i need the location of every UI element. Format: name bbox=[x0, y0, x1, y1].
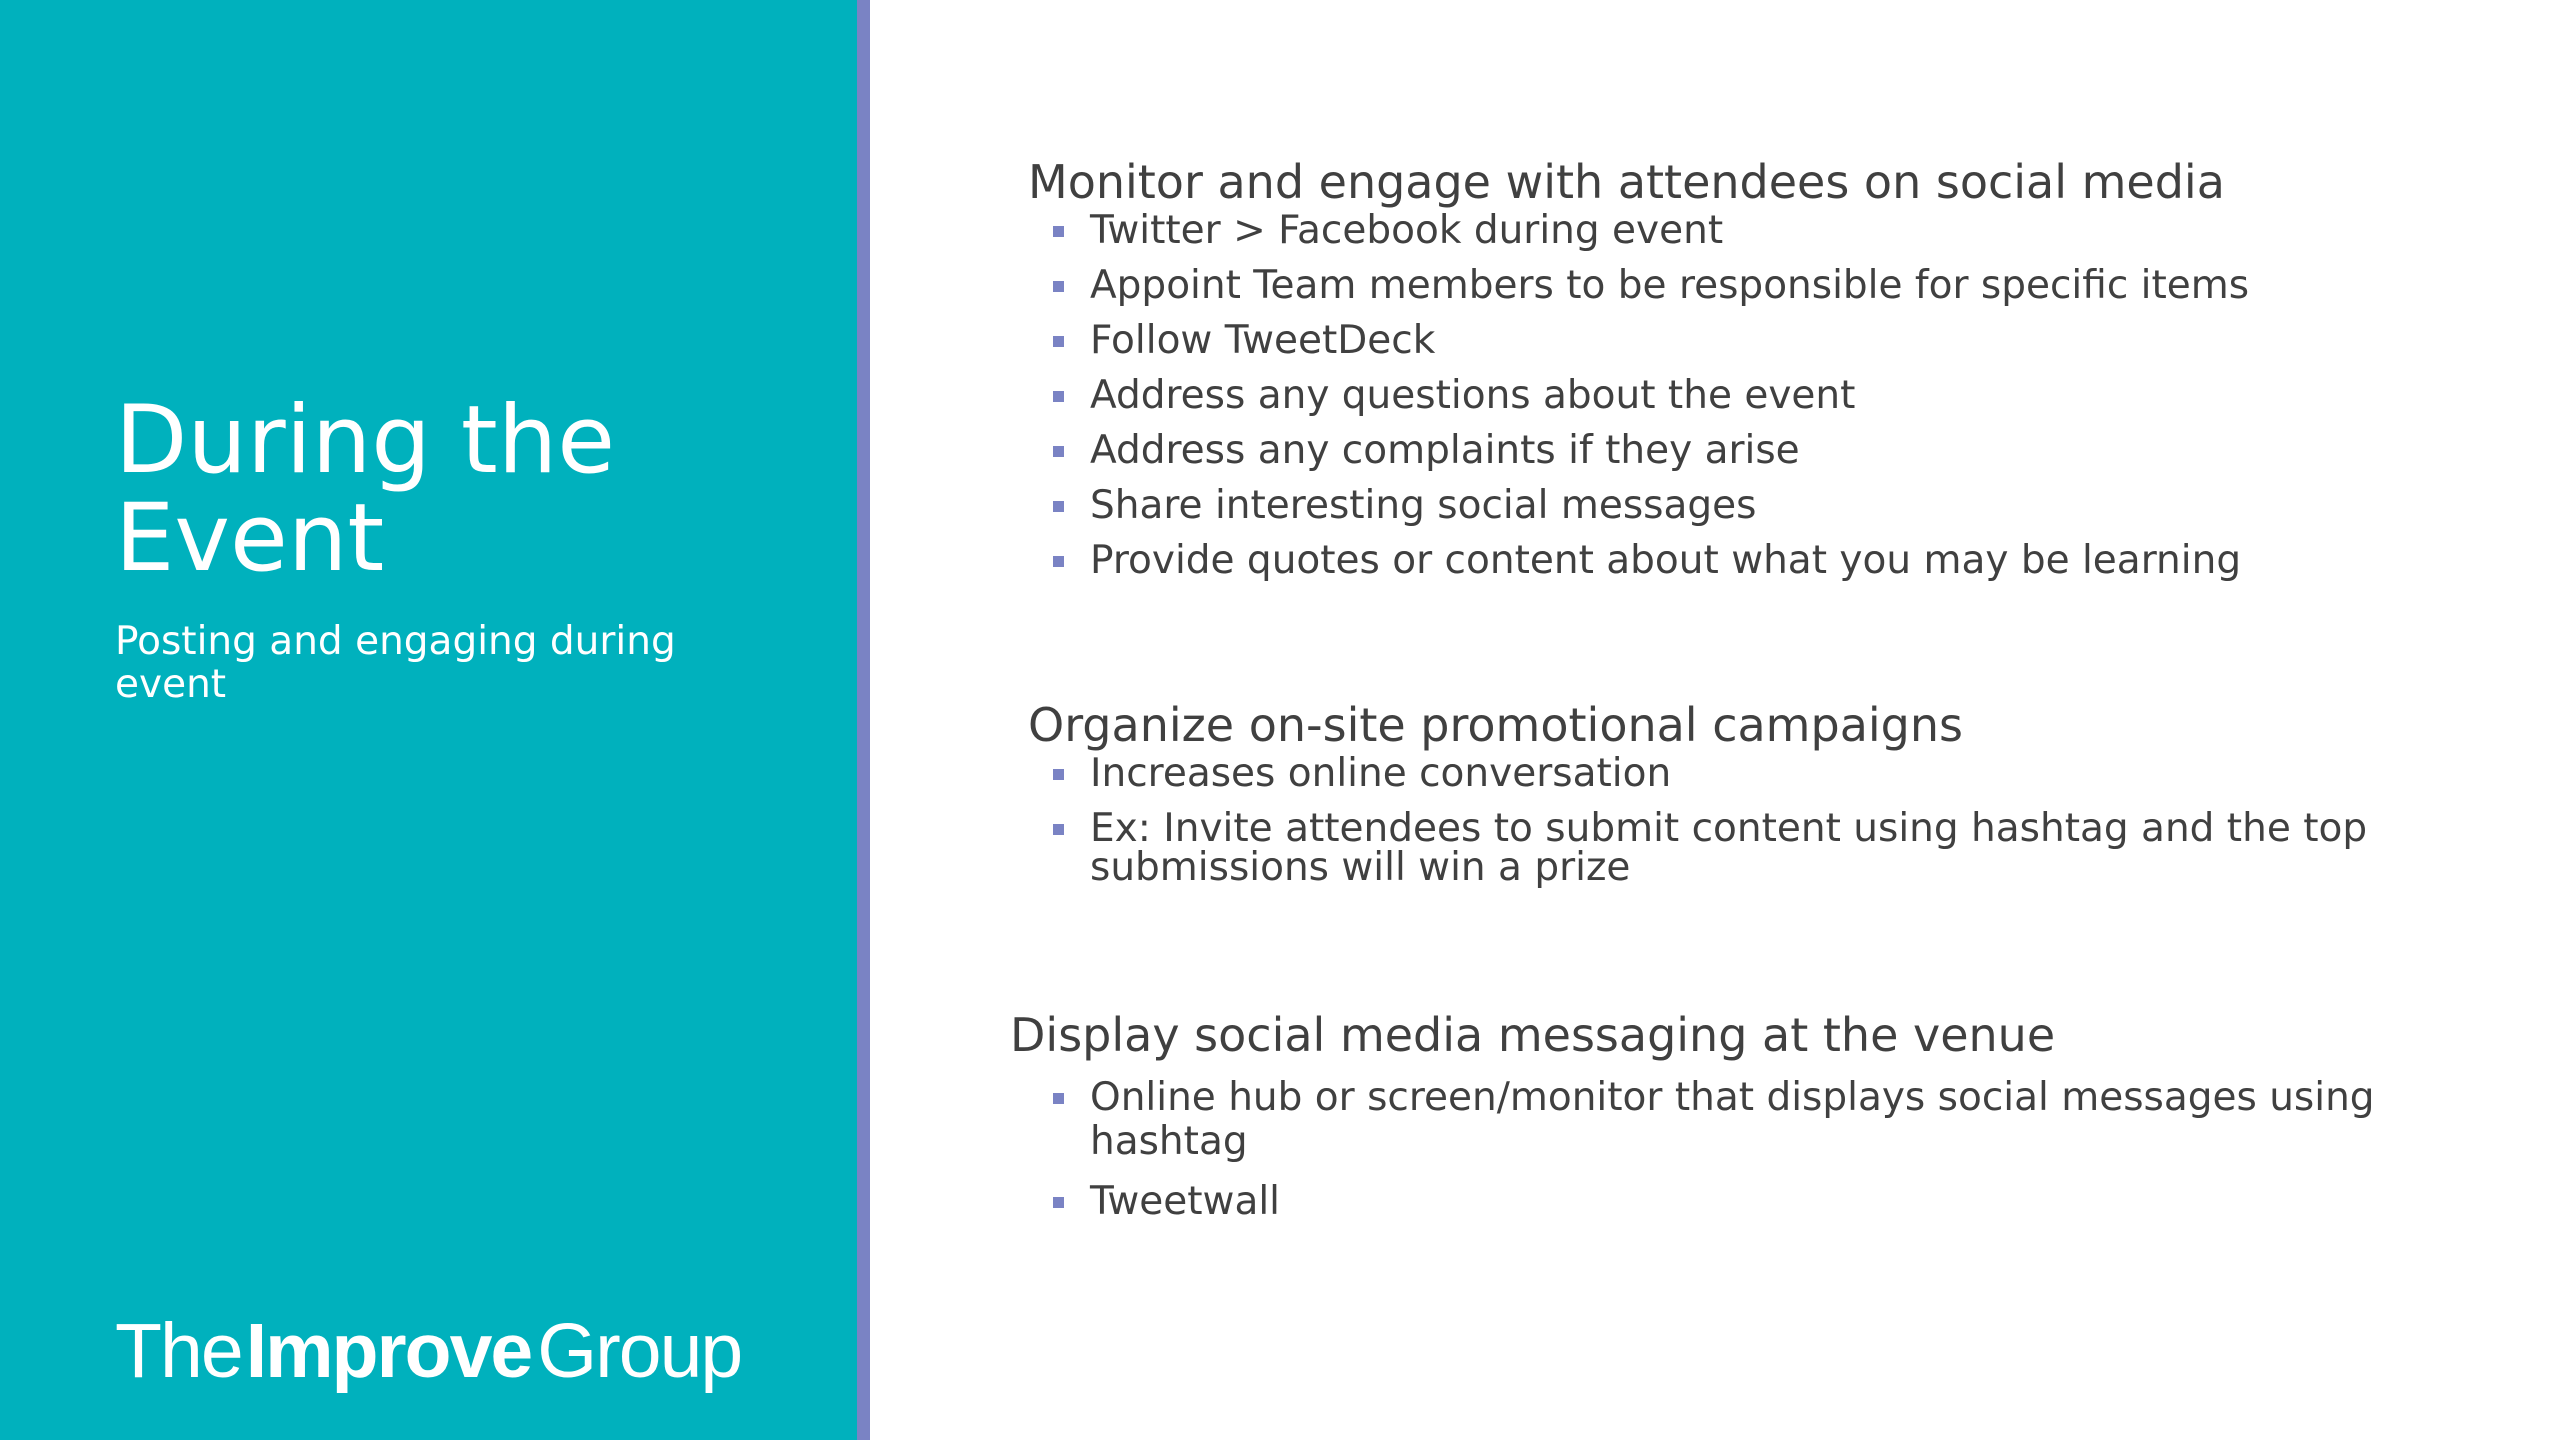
logo-text-improve: Improve bbox=[245, 1308, 532, 1394]
square-bullet-icon bbox=[1053, 1093, 1064, 1104]
bullet-item bbox=[1028, 263, 2458, 308]
bullet-item bbox=[1028, 538, 2458, 583]
square-bullet-icon bbox=[1053, 391, 1064, 402]
square-bullet-icon bbox=[1053, 336, 1064, 347]
logo-text-the: The bbox=[115, 1308, 242, 1394]
bullet-text: Increases online conversation bbox=[1090, 751, 1672, 796]
bullet-text: Twitter > Facebook during event bbox=[1090, 208, 1724, 253]
bullet-text: Share interesting social messages bbox=[1090, 483, 1757, 528]
bullet-item bbox=[1010, 1076, 2440, 1164]
section-heading: Display social media messaging at the venue bbox=[1010, 1008, 2056, 1062]
bullet-item bbox=[1028, 208, 2458, 253]
square-bullet-icon bbox=[1053, 446, 1064, 457]
square-bullet-icon bbox=[1053, 824, 1064, 835]
bullet-text: Follow TweetDeck bbox=[1090, 318, 1436, 363]
bullet-list bbox=[1028, 751, 2458, 890]
bullet-text: Provide quotes or content about what you may be learning bbox=[1090, 538, 2242, 583]
bullet-item bbox=[1028, 806, 2458, 890]
bullet-list bbox=[1010, 1076, 2440, 1224]
slide-subtitle: Posting and engaging during event bbox=[115, 619, 676, 707]
bullet-item bbox=[1028, 318, 2458, 363]
bullet-text: Address any complaints if they arise bbox=[1090, 428, 1800, 473]
slide-title: During the Event bbox=[115, 386, 616, 593]
bullet-item bbox=[1028, 373, 2458, 418]
logo-text-group: Group bbox=[537, 1308, 742, 1394]
section-monitor-engage bbox=[1028, 155, 2458, 596]
square-bullet-icon bbox=[1053, 769, 1064, 780]
section-promotional-campaigns bbox=[1028, 698, 2458, 903]
bullet-text: Appoint Team members to be responsible for specific items bbox=[1090, 263, 2250, 308]
square-bullet-icon bbox=[1053, 556, 1064, 567]
section-heading: Monitor and engage with attendees on social media bbox=[1028, 155, 2225, 209]
bullet-item bbox=[1028, 751, 2458, 796]
section-heading: Organize on-site promotional campaigns bbox=[1028, 698, 1963, 752]
bullet-text: Online hub or screen/monitor that displays social messages using hashtag bbox=[1090, 1075, 2375, 1164]
square-bullet-icon bbox=[1053, 1197, 1064, 1208]
bullet-text: Tweetwall bbox=[1090, 1179, 1281, 1224]
bullet-text: Address any questions about the event bbox=[1090, 373, 1856, 418]
square-bullet-icon bbox=[1053, 281, 1064, 292]
section-display-messaging bbox=[1010, 1008, 2440, 1240]
square-bullet-icon bbox=[1053, 226, 1064, 237]
bullet-item bbox=[1028, 483, 2458, 528]
bullet-item bbox=[1010, 1180, 2440, 1224]
bullet-item bbox=[1028, 428, 2458, 473]
bullet-list bbox=[1028, 208, 2458, 583]
bullet-text: Ex: Invite attendees to submit content using hashtag and the top submissions will win a prize bbox=[1090, 806, 2368, 890]
square-bullet-icon bbox=[1053, 501, 1064, 512]
